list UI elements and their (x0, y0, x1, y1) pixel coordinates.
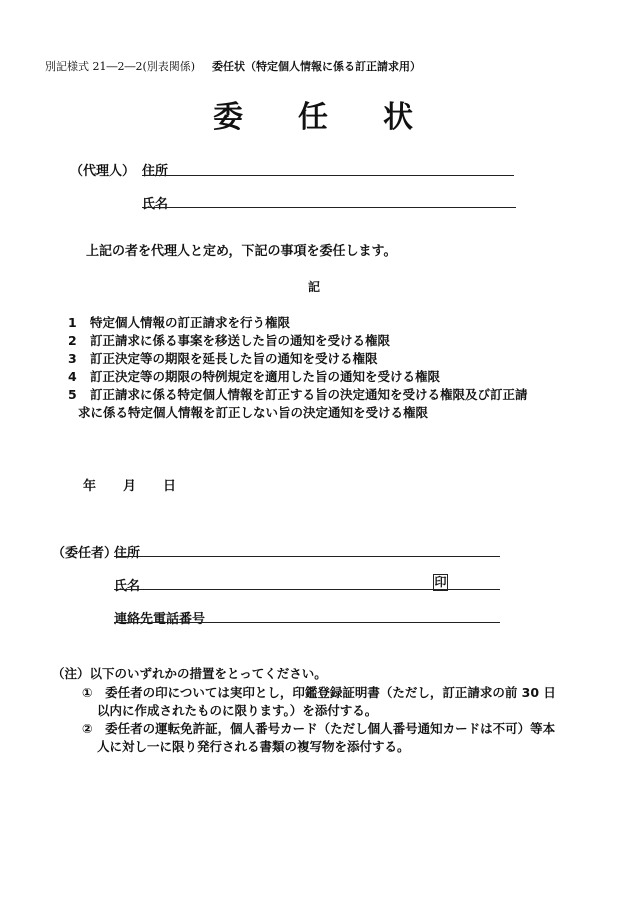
date-day: 日 (163, 479, 177, 494)
item-text: 訂正請求に係る特定個人情報を訂正する旨の決定通知を受ける権限及び訂正請 (90, 387, 528, 402)
date-month: 月 (123, 479, 137, 494)
item-3 (68, 349, 378, 367)
note-1-line-2: 以内に作成されたものに限ります。）を添付する。 (97, 703, 378, 718)
principal-name-label: 氏名 (114, 579, 141, 594)
item-text: 訂正決定等の期限の特例規定を適用した旨の通知を受ける権限 (90, 369, 441, 384)
principal-phone-line (114, 622, 500, 623)
item-number: 4 (68, 369, 77, 384)
title-char-2: 任 (298, 100, 328, 135)
item-2 (68, 331, 390, 349)
note-2-line-1: ② 委任者の運転免許証，個人番号カード（ただし個人番号通知カードは不可）等本 (82, 721, 556, 736)
principal-name-line (114, 589, 500, 590)
date-year: 年 (83, 479, 97, 494)
seal-mark: 印 (434, 575, 447, 589)
principal-phone-label: 連絡先電話番号 (114, 612, 206, 627)
principal-label: （委任者） (52, 546, 118, 561)
item-number: 2 (68, 333, 77, 348)
agent-label: （代理人） (70, 164, 136, 179)
agent-address-label: 住所 (142, 164, 169, 179)
item-text: 訂正請求に係る事案を移送した旨の通知を受ける権限 (90, 333, 391, 348)
form-number: 別記様式 21―2―2(別表関係) (45, 60, 196, 73)
title-char-3: 状 (383, 100, 413, 135)
item-text: 訂正決定等の期限を延長した旨の通知を受ける権限 (90, 351, 378, 366)
principal-address-label: 住所 (114, 546, 141, 561)
item-5-continued: 求に係る特定個人情報を訂正しない旨の決定通知を受ける権限 (78, 405, 429, 420)
note-1-line-1: ① 委任者の印については実印とし，印鑑登録証明書（ただし，訂正請求の前 30 日 (82, 685, 556, 700)
item-1 (68, 313, 290, 331)
agent-name-line (142, 207, 516, 208)
agent-address-line (142, 175, 514, 176)
ki-heading: 記 (308, 280, 321, 294)
agent-name-label: 氏名 (142, 197, 169, 212)
principal-address-line (114, 556, 500, 557)
item-text: 特定個人情報の訂正請求を行う権限 (90, 315, 291, 330)
item-number: 1 (68, 315, 77, 330)
note-2-line-2: 人に対し一に限り発行される書類の複写物を添付する。 (97, 739, 410, 754)
item-5 (68, 385, 528, 403)
item-number: 3 (68, 351, 77, 366)
item-number: 5 (68, 387, 77, 402)
delegation-statement: 上記の者を代理人と定め，下記の事項を委任します。 (86, 244, 397, 259)
form-subtitle: 委任状（特定個人情報に係る訂正請求用） (212, 60, 421, 73)
item-4 (68, 367, 440, 385)
title-char-1: 委 (213, 100, 243, 135)
notes-heading: （注）以下のいずれかの措置をとってください。 (52, 666, 327, 681)
